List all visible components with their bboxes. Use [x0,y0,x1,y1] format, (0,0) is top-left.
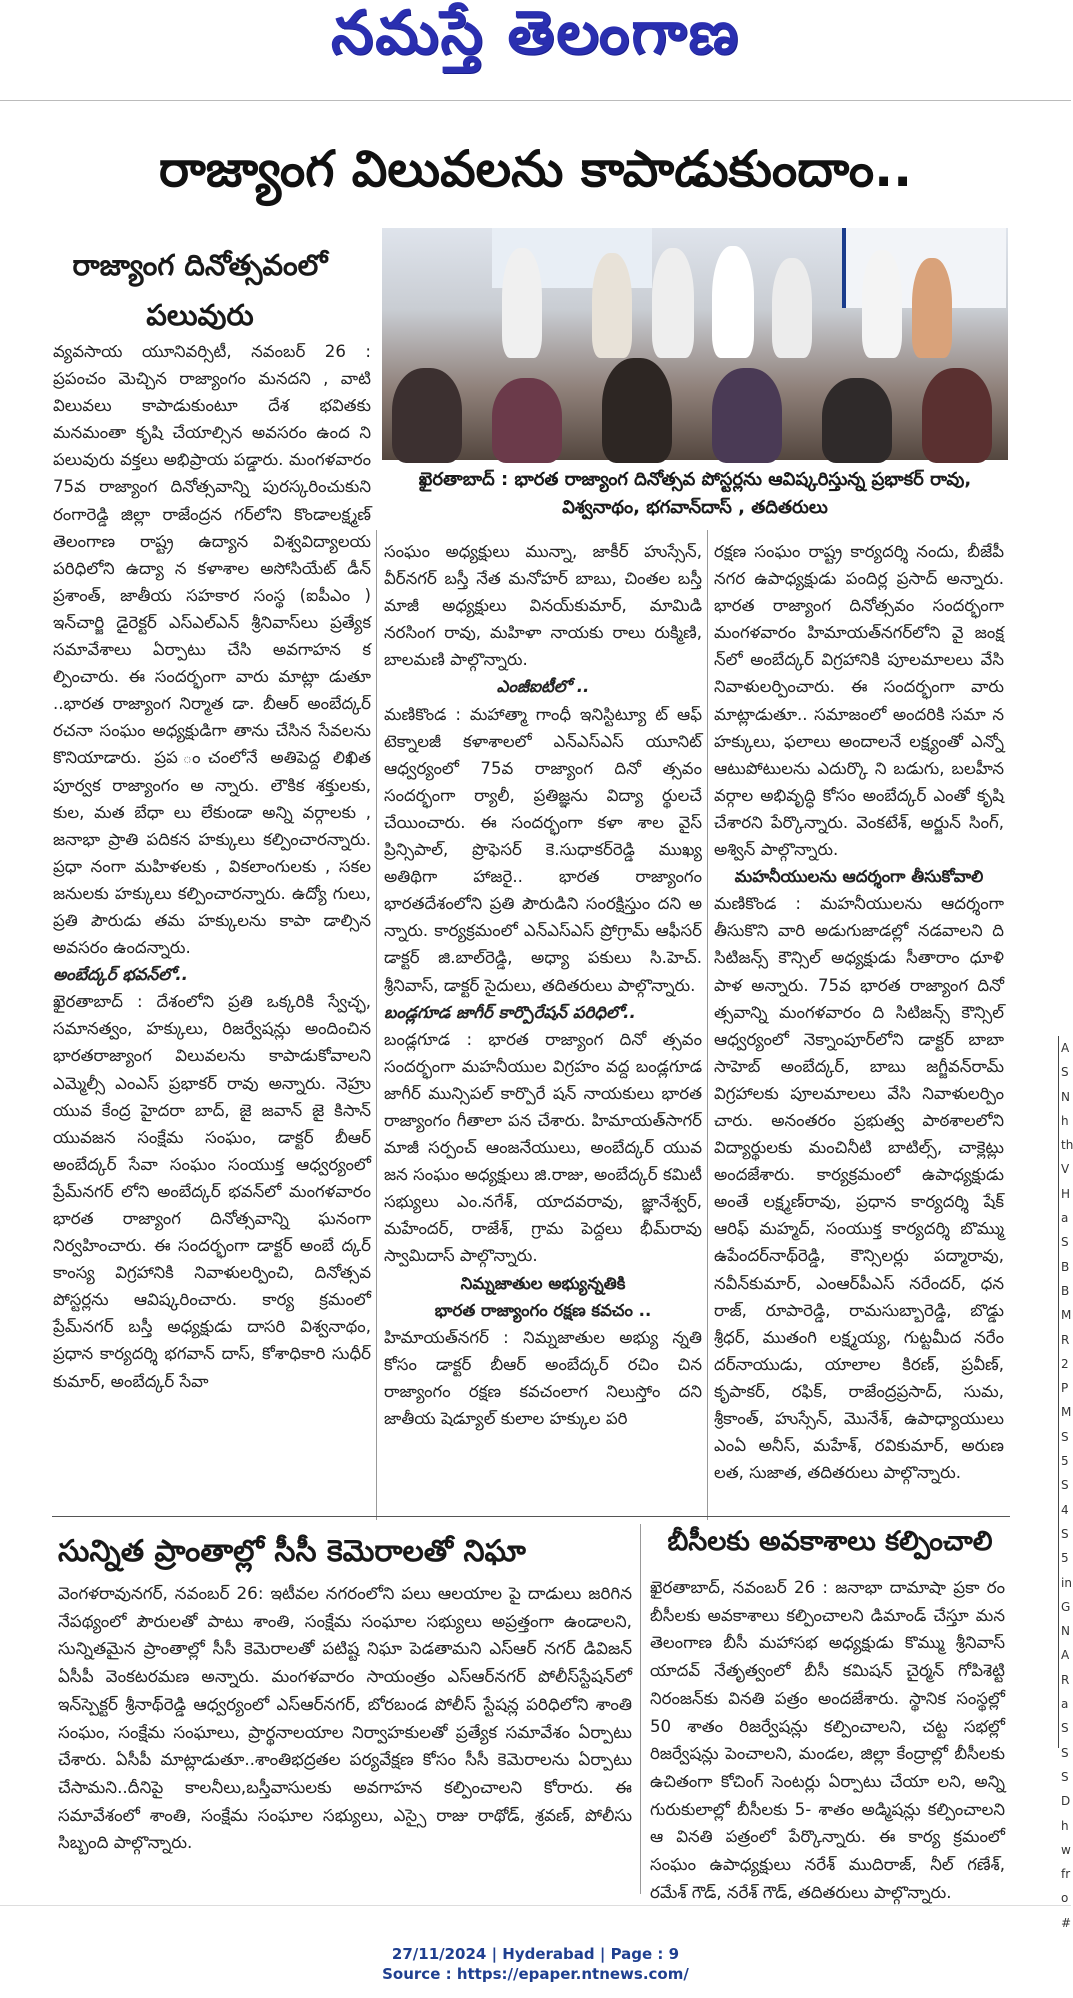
column-divider-3 [640,1524,641,1894]
bottom-rule [0,1905,1071,1906]
adjacent-article-fragment: D [1061,1794,1071,1809]
photo-person [912,258,952,358]
adjacent-article-fragment: S [1061,1745,1069,1760]
adjacent-article-fragment: S [1061,1065,1069,1080]
adjacent-article-fragment: M [1061,1308,1072,1323]
adjacent-article-fragment: S [1061,1235,1069,1250]
photo-person [772,258,812,358]
photo-person [712,368,782,463]
adjacent-article-fragment: B [1061,1283,1070,1298]
adjacent-article-fragment: h [1061,1113,1069,1128]
story2-body [58,1580,632,1892]
adjacent-article-fragment: fr [1061,1867,1071,1882]
photo-person [502,248,542,358]
story3-para: ఖైరతాబాద్, నవంబర్ 26 : జనాభా దామాషా ప్రకా రం బీసీలకు అవకాశాలు కల్పించాలని డిమాండ్ చేస్తూ మన తెలంగాణ బీసీ మహాసభ అధ్యక్షుడు కొమ్ము శ్రీనివాస్ యాదవ్ నేతృత్వంలో బీసీ కమిషన్ చైర్మన్ గోపిశెట్టి నిరంజన్‌కు వినతి పత్రం అందజేశారు. స్థానిక సంస్థల్లో 50 శాతం రిజర్వేషన్లు కల్పించాలని, చట్ట సభల్లో రిజర్వేషన్లు పెంచాలని, మండల, జిల్లా కేంద్రాల్లో బీసీలకు ఉచితంగా కోచింగ్ సెంటర్లు ఏర్పాటు చేయా లని, అన్ని గురుకులాల్లో బీసీలకు 5- శాతం అడ్మిషన్లు కల్పించాలని ఆ వినతి పత్రంలో పేర్కొన్నారు. ఈ కార్య క్రమంలో సంఘం ఉపాధ్యక్షులు నరేశ్ ముదిరాజ్, నీల్ గణేశ్, రమేశ్ గౌడ్, నరేశ్ గౌడ్, తదితరులు పాల్గొన్నారు. [650,1578,1005,1902]
adjacent-article-fragment: N [1061,1624,1070,1639]
adjacent-article-fragment: 5 [1061,1551,1069,1566]
headline: రాజ్యాంగ విలువలను కాపాడుకుందాం.. [158,140,913,198]
adjacent-article-fragment: S [1061,1526,1069,1541]
photo-person [492,378,562,463]
adjacent-article-fragment: S [1061,1429,1069,1444]
col2-para-2: మణికొండ : మహాత్మా గాంధీ ఇనిస్టిట్యూ ట్ ఆఫ్ టెక్నాలజీ కళాశాలలో ఎన్‌ఎస్‌ఎస్ యూనిట్ ఆధ్వర్యంలో 75వ రాజ్యాంగ దినో త్సవం సందర్భంగా ర్యాలీ, ప్రతిజ్ఞను విద్యా ర్థులచే చేయించారు. ఈ సందర్భంగా కళా శాల వైస్ ప్రిన్సిపాల్, ప్రొఫెసర్ కె.సుధాకర్‌రెడ్డి ముఖ్య అతిథిగా హాజరై.. భారత రాజ్యాంగం భారతదేశంలోని ప్రతి పౌరుడిని సంరక్షిస్తుం దని అ న్నారు. కార్యక్రమంలో ఎన్‌ఎస్‌ఎస్ ప్రోగ్రామ్ ఆఫీసర్ డాక్టర్ జి.బాల్‌రెడ్డి, అధ్యా పకులు సి.హెచ్. శ్రీనివాస్, డాక్టర్ సైదులు, తదితరులు పాల్గొన్నారు. [384,704,702,995]
col3-body [714,538,1004,1528]
col3-subhead-2: మహనీయులను ఆదర్శంగా తీసుకోవాలి [734,867,984,887]
adjacent-article-fragment: h [1061,1818,1069,1833]
adjacent-article-fragment: N [1061,1089,1070,1104]
col3-para-1: రక్షణ సంఘం రాష్ట్ర కార్యదర్శి నందు, బీజేపీ నగర ఉపాధ్యక్షుడు పందిర్ల ప్రసాద్ అన్నారు. భారత రాజ్యాంగ దినోత్సవం సందర్భంగా మంగళవారం హిమాయత్‌నగర్‌లోని వై జంక్ష న్‌లో అంబేద్కర్ విగ్రహానికి పూలమాలలు వేసి నివాళులర్పించారు. ఈ సందర్భంగా వారు మాట్లాడుతూ.. సమాజంలో అందరికి సమా న హక్కులు, ఫలాలు అందాలనే లక్ష్యంతో ఎన్నో ఆటుపోటులను ఎదుర్కొ ని బడుగు, బలహీన వర్గాల అభివృద్ధి కోసం అంబేద్కర్ ఎంతో కృషి చేశారని పేర్కొన్నారు. వెంకటేశ్, అర్జున్ సింగ్, అశ్విన్ పాల్గొన్నారు. [714,542,1004,860]
adjacent-article-fragment: S [1061,1769,1069,1784]
event-photo [382,228,1008,460]
adjacent-article-fragment: in [1061,1575,1072,1590]
photo-caption: ఖైరతాబాద్ : భారత రాజ్యాంగ దినోత్సవ పోస్టర్లను ఆవిష్కరిస్తున్న ప్రభాకర్ రావు, విశ్వనాథం, భగవాన్‌దాస్ , తదితరులు [418,469,972,518]
photo-person [652,248,694,358]
footer-source-line: Source : https://epaper.ntnews.com/ [382,1965,689,1983]
photo-person [592,253,632,358]
adjacent-article-fragment: a [1061,1697,1069,1712]
adjacent-article-fragment: S [1061,1478,1069,1493]
col1-subhead-2: అంబేద్కర్ భవన్‌లో.. [53,965,188,985]
col2-subhead-4a: నిమ్నజాతుల అభ్యున్నతికి [460,1273,626,1293]
col1-heading: రాజ్యాంగ దినోత్సవంలో పలువురు [72,248,328,332]
column-divider-1 [376,530,377,1520]
adjacent-article-fragment: 5 [1061,1454,1069,1469]
adjacent-article-fragment: R [1061,1672,1070,1687]
photo-person [712,246,754,358]
photo-person [922,368,992,463]
adjacent-article-fragment: V [1061,1162,1070,1177]
adjacent-article-fragment: G [1061,1599,1071,1614]
col2-para-4: హిమాయత్‌నగర్ : నిమ్నజాతుల అభ్యు న్నతి కోసం డాక్టర్ బీఆర్ అంబేద్కర్ రచిం చిన రాజ్యాంగం రక్షణ కవచంలాగ నిలుస్తోం దని జాతీయ షెడ్యూల్ కులాల హక్కుల పరి [384,1327,702,1428]
adjacent-article-fragment: # [1061,1915,1072,1930]
col1-body [53,338,371,1528]
story2-para: వెంగళరావునగర్, నవంబర్ 26: ఇటీవల నగరంలోని పలు ఆలయాల పై దాడులు జరిగిన నేపథ్యంలో పౌరులతో పాటు శాంతి, సంక్షేమ సంఘాల సభ్యులు అప్రత్తంగా ఉండాలని, సున్నితమైన ప్రాంతాల్లో సీసీ కెమెరాలతో పటిష్ట నిఘా పెడతామని ఎస్‌ఆర్ నగర్ డివిజన్ ఏసీపీ వెంకటరమణ అన్నారు. మంగళవారం సాయంత్రం ఎస్‌ఆర్‌నగర్ పోలీస్‌స్టేషన్‌లో ఇన్‌స్పెక్టర్ శ్రీనాథ్‌రెడ్డి ఆధ్వర్యంలో ఎస్‌ఆర్‌నగర్, బోరబండ పోలీస్ స్టేషన్ల పరిధిలోని శాంతి సంఘం, సంక్షేమ సంఘాలు, ప్రార్థనాలయాల నిర్వాహకులతో ప్రత్యేక సమావేశం ఏర్పాటు చేశారు. ఏసీపీ మాట్లాడుతూ..శాంతిభద్రతల పర్యవేక్షణ కోసం సీసీ కెమెరాలను ఏర్పాటు చేసామని..దీనిపై కాలనీలు,బస్తీవాసులకు అవగాహన కల్పించాలని కోరారు. ఈ సమావేశంలో శాంతి, సంక్షేమ సంఘాల సభ్యులు, ఎస్సై రాజు రాథోడ్, శ్రవణ్, పోలీసు సిబ్బంది పాల్గొన్నారు. [58,1583,632,1853]
col1-para-1: వ్యవసాయ యూనివర్సిటీ, నవంబర్ 26 : ప్రపంచం మెచ్చిన రాజ్యాంగం మనదని , వాటి విలువలు కాపాడుకుంటూ దేశ భవితకు మనమంతా కృషి చేయాల్సిన అవసరం ఉంద ని పలువురు వక్తలు అభిప్రాయ పడ్డారు. మంగళవారం 75వ రాజ్యాంగ దినోత్సవాన్ని పురస్కరించుకుని రంగారెడ్డి జిల్లా రాజేంద్రన గర్‌లోని కొండాలక్ష్మణ్ తెలంగాణ రాష్ట్ర ఉద్యాన విశ్వవిద్యాలయ పరిధిలోని ఉద్యా న కళాశాల అసోసియేట్ డీన్ ప్రశాంత్, జాతీయ సహకార సంస్థ (ఐపీఎం ) ఇన్‌చార్జి డైరెక్టర్ ఎస్‌ఎల్‌ఎన్ శ్రీనివాస్‌లు ప్రత్యేక సమావేశాలు ఏర్పాటు చేసి అవగాహన క ల్పించారు. ఈ సందర్భంగా వారు మాట్లా డుతూ ..భారత రాజ్యాంగ నిర్మాత డా. బీఆర్ అంబేద్కర్ రచనా సంఘం అధ్యక్షుడిగా తాను చేసిన సేవలను కొనియాడారు. ప్రప ంచంలోనే అతిపెద్ద లిఖిత పూర్వక రాజ్యాంగం అ న్నారు. లౌకిక శక్తులకు, కుల, మత బేధా లు లేకుండా అన్ని వర్గాలకు , జనాభా ప్రాతి పదికన హక్కులు కల్పించారన్నారు. ప్రధా నంగా మహిళలకు , వికలాంగులకు , సకల జనులకు హక్కులు కల్పించారన్నారు. ఉద్యో గులు, ప్రతి పౌరుడు తమ హక్కులను కాపా డాల్సిన అవసరం ఉందన్నారు. [53,342,371,958]
adjacent-article-fragment: H [1061,1186,1071,1201]
masthead-logo: నమస్తే తెలంగాణ [330,0,741,68]
photo-person [822,378,892,463]
col1-para-2: ఖైరతాబాద్ : దేశంలోని ప్రతి ఒక్కరికి స్వేచ్ఛ, సమానత్వం, హక్కులు, రిజర్వేషన్లు అందించిన భారతరాజ్యాంగ విలువలను కాపాడుకోవాలని ఎమ్మెల్సీ ఎంఎస్ ప్రభాకర్ రావు అన్నారు. నెహ్రు యువ కేంద్ర హైదరా బాద్, జై జవాన్ జై కిసాన్ యువజన సంక్షేమ సంఘం, డాక్టర్ బీఆర్ అంబేద్కర్ సేవా సంఘం సంయుక్త ఆధ్వర్యంలో ప్రేమ్‌నగర్ లోని అంబేద్కర్ భవన్‌లో మంగళవారం భారత రాజ్యాంగ దినోత్సవాన్ని ఘనంగా నిర్వహించారు. ఈ సందర్భంగా డాక్టర్ అంబే ద్కర్ కాంస్య విగ్రహానికి నివాళులర్పించి, దినోత్సవ పోస్టర్లను ఆవిష్కరించారు. కార్య క్రమంలో ప్రేమ్‌నగర్ బస్తీ అధ్యక్షుడు దాసరి విశ్వనాథం, ప్రధాన కార్యదర్శి భగవాన్ దాస్, కోశాధికారి సుధీర్ కుమార్, అంబేద్కర్ సేవా [53,992,371,1391]
adjacent-article-fragment: S [1061,1721,1069,1736]
adjacent-article-fragment: B [1061,1259,1070,1274]
col2-subhead-4b: భారత రాజ్యాంగం రక్షణ కవచం .. [434,1300,652,1320]
adjacent-article-fragment: w [1061,1842,1071,1857]
col2-subhead-2: ఎంజీఐటీలో .. [496,677,590,697]
col2-para-3: బండ్లగూడ : భారత రాజ్యాంగ దినో త్సవం సందర్భంగా మహనీయుల విగ్రహం వద్ద బండ్లగూడ జాగీర్ మున్సిపల్ కార్పొరే షన్ నాయకులు భారత రాజ్యాంగం గీతాలా పన చేశారు. హిమాయత్‌సాగర్ మాజీ సర్పంచ్ ఆంజనేయులు, అంబేద్కర్ యువ జన సంఘం అధ్యక్షులు జి.రాజు, అంబేద్కర్ కమిటీ సభ్యులు ఎం.నగేశ్, యాదవరావు, జ్ఞానేశ్వర్, మహేందర్, రాజేశ్, గ్రామ పెద్దలు భీమ్‌రావు స్వామిదాస్ పాల్గొన్నారు. [384,1029,702,1266]
footer-date-line: 27/11/2024 | Hyderabad | Page : 9 [391,1945,680,1963]
col2-subhead-3: బండ్లగూడ జాగీర్ కార్పొరేషన్ పరిధిలో.. [384,1002,636,1022]
adjacent-article-fragment: M [1061,1405,1072,1420]
adjacent-article-fragment: 2 [1061,1356,1069,1371]
adjacent-article-fragment: P [1061,1381,1069,1396]
photo-person [392,368,462,463]
col2-para-1: సంఘం అధ్యక్షులు మున్నా, జాకీర్ హుస్సేన్, వీర్‌నగర్ బస్తీ నేత మనోహర్ బాబు, చింతల బస్తీ మాజీ అధ్యక్షులు వినయ్‌కుమార్, మామిడి నరసింగ రావు, మహిళా నాయకు రాలు రుక్మిణి, బాలమణి పాల్గొన్నారు. [384,542,702,670]
adjacent-article-clip [1058,1036,1073,1930]
photo-person [602,358,672,463]
section-rule [52,1516,1010,1517]
adjacent-article-fragment: a [1061,1211,1069,1226]
photo-person [862,250,902,358]
adjacent-article-fragment: R [1061,1332,1070,1347]
adjacent-article-fragment: o [1061,1891,1069,1906]
col2-body [384,538,702,1528]
adjacent-article-fragment: th [1061,1138,1073,1153]
story2-heading: సున్నిత ప్రాంతాల్లో సీసీ కెమెరాలతో నిఘా [58,1534,526,1569]
column-divider-2 [707,530,708,1520]
col3-para-2: మణికొండ : మహనీయులను ఆదర్శంగా తీసుకొని వారి అడుగుజాడల్లో నడవాలని ది సిటిజన్స్ కౌన్సిల్ అధ్యక్షుడు సీతారాం ధూళి పాళ అన్నారు. 75వ భారత రాజ్యాంగ దినో త్సవాన్ని మంగళవారం ది సిటిజన్స్ కౌన్సిల్ ఆధ్వర్యంలో నెక్నాంపూర్‌లోని డాక్టర్ బాబా సాహెబ్ అంబేద్కర్, బాబు జగ్జీవన్‌రామ్ విగ్రహాలకు పూలమాలలు వేసి నివాళులర్పిం చారు. అనంతరం ప్రభుత్వ పాఠశాలలోని విద్యార్థులకు మంచినీటి బాటిల్స్, చాక్లెట్లు అందజేశారు. కార్యక్రమంలో ఉపాధ్యక్షుడు అంతే లక్ష్మణ్‌రావు, ప్రధాన కార్యదర్శి షేక్ ఆరిఫ్ మహ్మద్, సంయుక్త కార్యదర్శి బొమ్ము ఉపేందర్‌నాథ్‌రెడ్డి, కౌన్సిలర్లు పద్మారావు, నవీన్‌కుమార్, ఎంఆర్‌పీఎస్ నరేందర్, ధన రాజ్, రూపారెడ్డి, రామసుబ్బారెడ్డి, బొడ్డు శ్రీధర్, ముతంగి లక్ష్మయ్య, గుట్టమీద నరేం దర్‌నాయుడు, యాలాల కిరణ్, ప్రవీణ్, కృపాకర్, రఫిక్, రాజేంద్రప్రసాద్, సుమ, శ్రీకాంత్, హుస్సేన్, మొనేశ్, ఉపాధ్యాయులు ఎంఏ అనీస్, మహేశ్, రవికుమార్, అరుణ లత, సుజాత, తదితరులు పాల్గొన్నారు. [714,894,1004,1483]
adjacent-article-fragment: A [1061,1648,1070,1663]
story3-body [650,1574,1005,1902]
adjacent-article-fragment: A [1061,1041,1070,1055]
adjacent-article-fragment: 4 [1061,1502,1069,1517]
story3-heading: బీసీలకు అవకాశాలు కల్పించాలి [667,1526,993,1557]
top-rule [0,100,1071,101]
